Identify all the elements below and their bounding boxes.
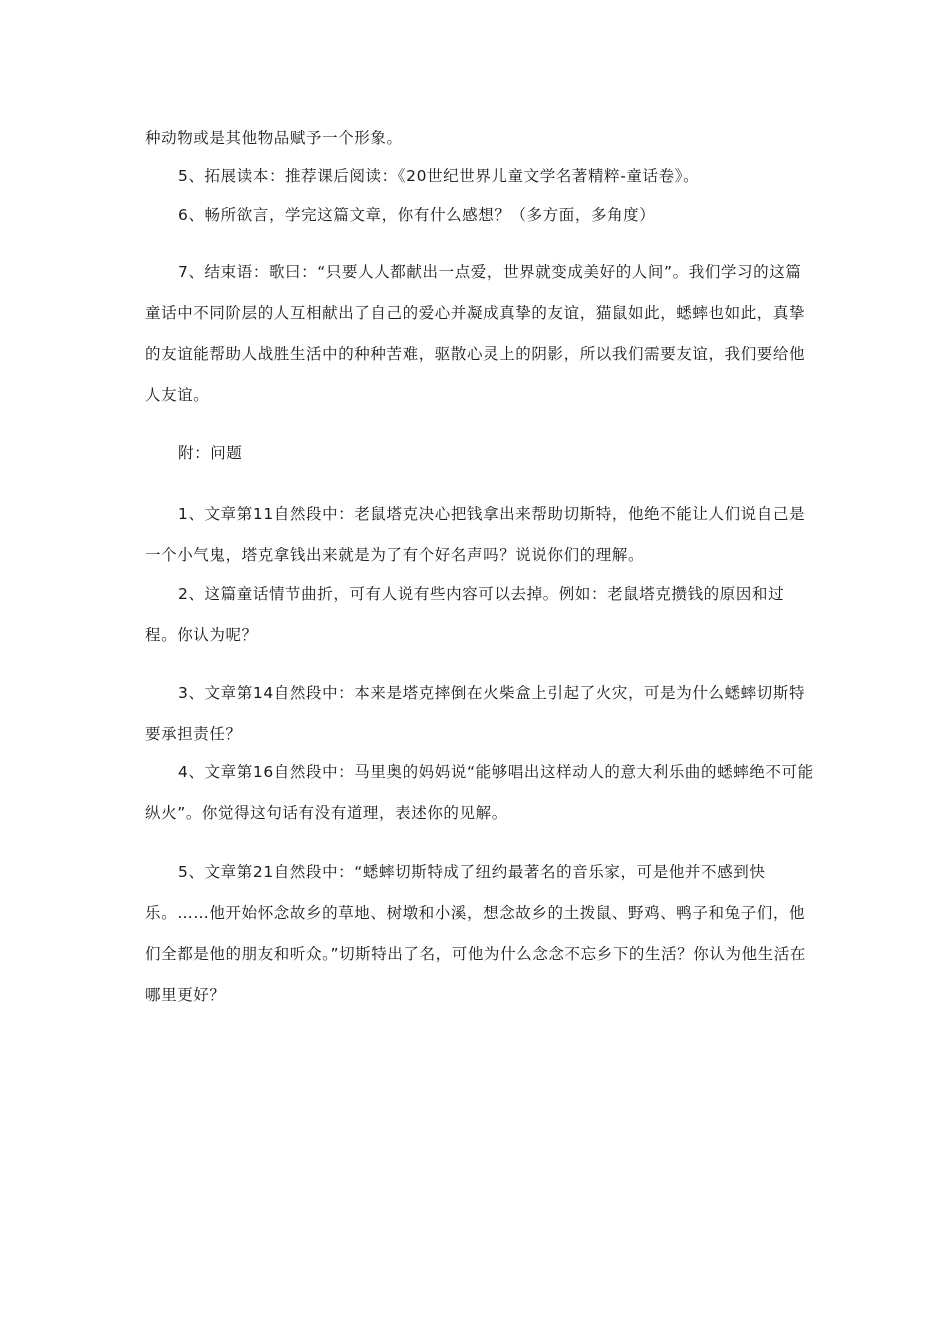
question-2: 2、这篇童话情节曲折，可有人说有些内容可以去掉。例如：老鼠塔克攒钱的原因和过程。你认为呢？ <box>145 585 785 644</box>
question-5: 5、文章第21自然段中：“蟋蟀切斯特成了纽约最著名的音乐家，可是他并不感到快乐。……他开始怀念故乡的草地、树墩和小溪，想念故乡的土拨鼠、野鸡、鸭子和兔子们，他们全都是他的朋友和听众。”切斯特出了名，可他为什么念念不忘乡下的生活？你认为他生活在哪里更好？ <box>145 863 806 1004</box>
question-3: 3、文章第14自然段中：本来是塔克摔倒在火柴盒上引起了火灾，可是为什么蟋蟀切斯特要承担责任？ <box>145 684 806 743</box>
paragraph-continuation: 种动物或是其他物品赋予一个形象。 <box>145 129 403 147</box>
question-4: 4、文章第16自然段中：马里奥的妈妈说“能够唱出这样动人的意大利乐曲的蟋蟀绝不可能纵火”。你觉得这句话有没有道理，表述你的见解。 <box>145 763 814 822</box>
paragraph-item-7-conclusion: 7、结束语：歌曰：“只要人人都献出一点爱，世界就变成美好的人间”。我们学习的这篇童话中不同阶层的人互相献出了自己的爱心并凝成真挚的友谊，猫鼠如此，蟋蟀也如此，真挚的友谊能帮助人战胜生活中的种种苦难，驱散心灵上的阴影，所以我们需要友谊，我们要给他人友谊。 <box>145 263 806 404</box>
question-1: 1、文章第11自然段中：老鼠塔克决心把钱拿出来帮助切斯特，他绝不能让人们说自己是一个小气鬼，塔克拿钱出来就是为了有个好名声吗？说说你们的理解。 <box>145 505 806 564</box>
paragraph-item-5-reading: 5、拓展读本：推荐课后阅读：《20世纪世界儿童文学名著精粹-童话卷》。 <box>178 167 700 185</box>
appendix-heading: 附：问题 <box>178 444 243 462</box>
paragraph-item-6-thoughts: 6、畅所欲言，学完这篇文章，你有什么感想？（多方面，多角度） <box>178 206 656 224</box>
